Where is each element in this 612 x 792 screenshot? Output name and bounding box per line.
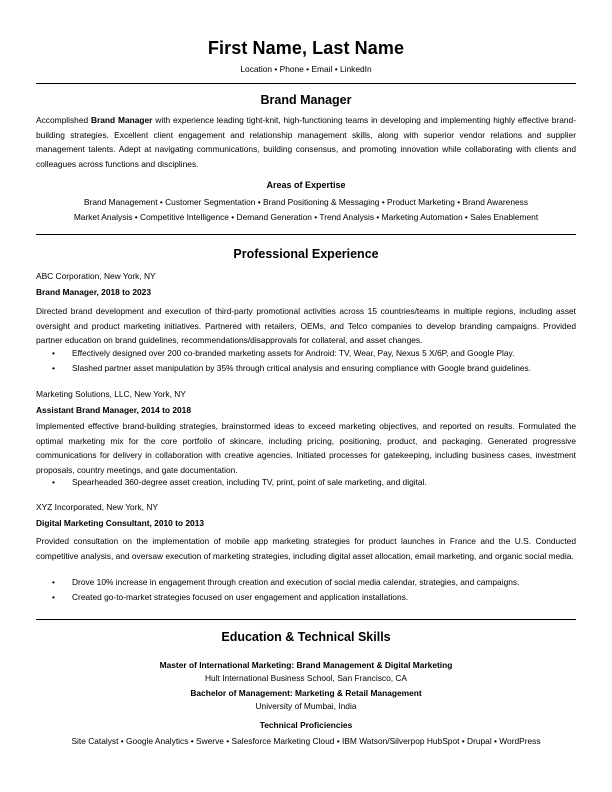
contact-line: Location • Phone • Email • LinkedIn [240,64,372,74]
education-title: Education & Technical Skills [221,630,391,644]
bullet-icon: • [52,348,55,358]
bullet-icon: • [52,592,55,602]
candidate-name: First Name, Last Name [207,38,405,58]
bullet-icon: • [52,477,55,487]
summary-prefix: Accomplished [36,115,91,125]
school-1: Hult International Business School, San Francisco, CA [204,673,408,683]
summary-rest: with experience leading tight-knit, high-functioning teams in developing and implementing highly effective brand-building strategies. Excellent client engagement and relationship management skills, along with superior vendor relations and supplier management talents. Adept at navigating communications, building consensus, and promoting innovation while collaborating with clients and colleagues across functions and disciplines. [36,115,577,169]
bullet-icon: • [52,577,55,587]
job-description: Provided consultation on the implementation of mobile app marketing strategies for product launches in France and the U.S. Conducted competitive analysis, and oversaw execution of marketing strategies, including digital asset allocation, email marketing, and organic social media. [36,536,576,561]
job-company: Marketing Solutions, LLC, New York, NY [36,389,186,399]
summary-bold-role: Brand Manager [90,115,153,125]
summary-title: Brand Manager [260,93,352,107]
bullet-text: Spearheaded 360-degree asset creation, including TV, print, point of sale marketing, and digital. [72,477,427,487]
job-description: Directed brand development and execution of third-party promotional activities across 15 countries/teams in multiple regions, including asset oversight and product marketing initiatives. Partnered with retailers, OEMs, and Telco companies to develop branding campaigns. Provided partner education on brand guidelines, recommendations/disapprovals for collateral, and asset changes. [36,306,576,346]
bullet-text: Slashed partner asset manipulation by 35% through critical analysis and ensuring compliance with Google brand guidelines. [72,363,532,373]
summary-paragraph [36,113,576,171]
divider [36,234,576,235]
expertise-line-2: Market Analysis • Competitive Intelligence • Demand Generation • Trend Analysis • Marketing Automation • Sales Enablement [73,212,539,222]
divider [36,619,576,620]
expertise-title: Areas of Expertise [266,180,346,190]
divider [36,83,576,84]
job-company: ABC Corporation, New York, NY [36,271,156,281]
tech-list: Site Catalyst • Google Analytics • Swerve • Salesforce Marketing Cloud • IBM Watson/Silverpop HubSpot • Drupal • WordPress [71,736,541,746]
bullet-text: Drove 10% increase in engagement through creation and execution of social media calendar, strategies, and campaigns. [72,577,520,587]
bullet-text: Created go-to-market strategies focused on user engagement and application installations. [72,592,409,602]
job-role: Brand Manager, 2018 to 2023 [36,287,151,297]
school-2: University of Mumbai, India [255,701,357,711]
job-description: Implemented effective brand-building strategies, brainstormed ideas to exceed marketing objectives, and reported on results. Formulated the optimal marketing mix for the core portfolio of skincare, including pricing, positioning, product, and packaging. Generated progressive communications for delivery in collaboration with creative agencies. Initiated processes for gatekeeping, including business cases, investment proposals, country meetings, and gate documentation. [36,421,576,475]
tech-title: Technical Proficiencies [259,720,353,730]
experience-title: Professional Experience [233,247,379,261]
bullet-icon: • [52,363,55,373]
job-company: XYZ Incorporated, New York, NY [36,502,158,512]
job-role: Digital Marketing Consultant, 2010 to 2013 [36,518,205,528]
degree-2: Bachelor of Management: Marketing & Retail Management [190,688,422,698]
job-role: Assistant Brand Manager, 2014 to 2018 [36,405,192,415]
expertise-line-1: Brand Management • Customer Segmentation • Brand Positioning & Messaging • Product Marketing • Brand Awareness [83,197,529,207]
degree-1: Master of International Marketing: Brand Management & Digital Marketing [159,660,453,670]
bullet-text: Effectively designed over 200 co-branded marketing assets for Android: TV, Wear, Pay, Nexus 5 X/6P, and Google Play. [72,348,515,358]
